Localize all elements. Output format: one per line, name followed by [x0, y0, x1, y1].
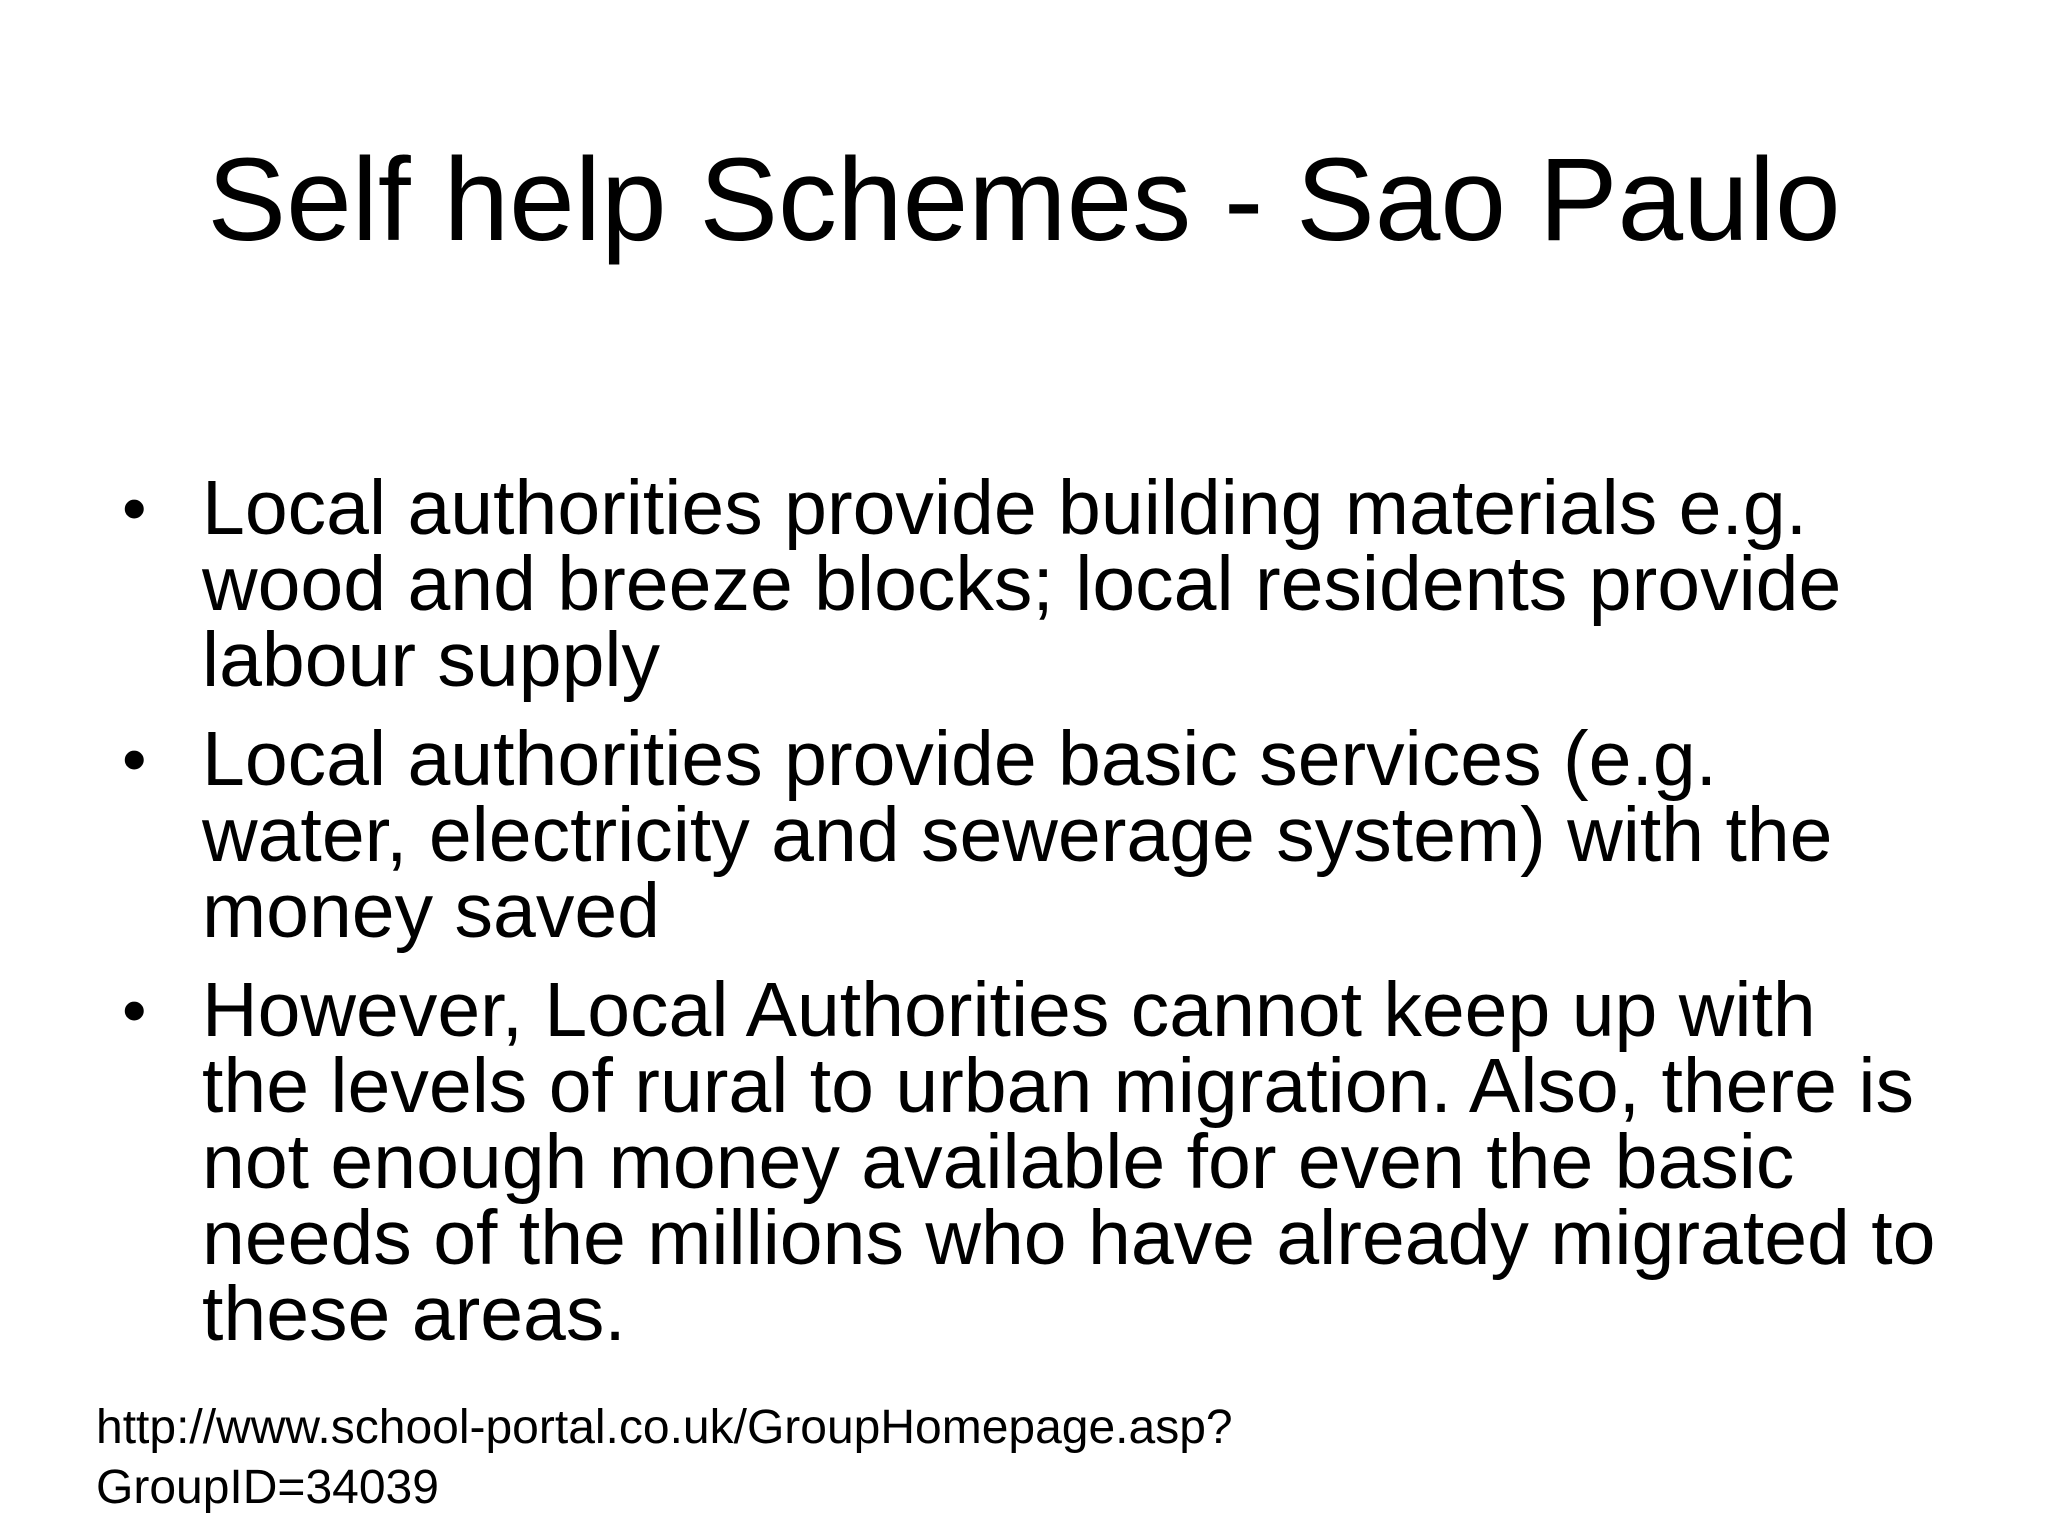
- bullet-text: Local authorities provide building materials e.g. wood and breeze blocks; local residents provide labour supply: [202, 465, 1842, 703]
- bullet-dot: •: [122, 469, 147, 547]
- bullet-text: However, Local Authorities cannot keep up with the levels of rural to urban migration. Also, there is not enough money available for even the basic needs of the millions who have already migrated to these areas.: [202, 967, 1936, 1357]
- bullet-dot: •: [122, 971, 147, 1049]
- source-link[interactable]: [96, 1398, 1596, 1518]
- bullet-text: Local authorities provide basic services (e.g. water, electricity and sewerage system) with the money saved: [202, 716, 1833, 954]
- source-url-line-2[interactable]: GroupID=34039: [96, 1461, 439, 1514]
- bullet-dot: •: [122, 720, 147, 798]
- bullet-item: [122, 716, 1942, 954]
- source-url-line-1[interactable]: http://www.school-portal.co.uk/GroupHomepage.asp?: [96, 1401, 1233, 1454]
- bullet-item: [122, 465, 1942, 703]
- slide-title: Self help Schemes - Sao Paulo: [207, 134, 1841, 266]
- bullet-list: [122, 465, 1942, 1375]
- bullet-item: [122, 967, 1942, 1357]
